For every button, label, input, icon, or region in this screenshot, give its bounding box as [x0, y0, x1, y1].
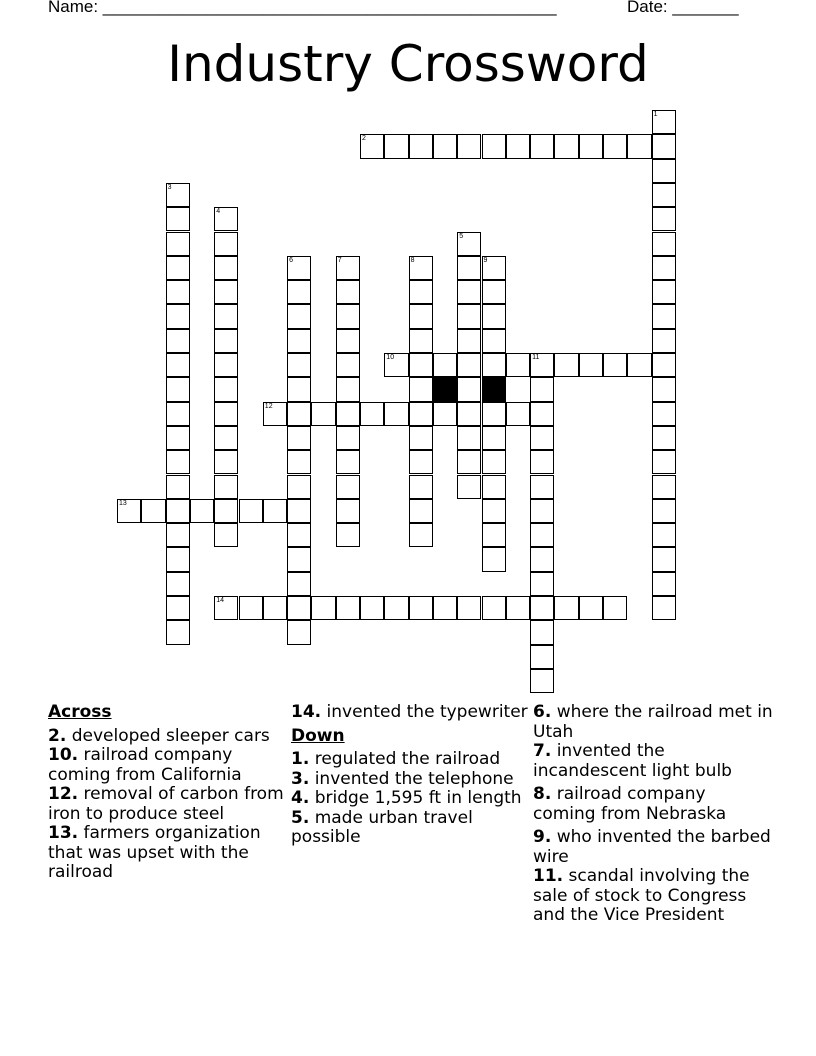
grid-cell[interactable]: [336, 523, 360, 547]
grid-cell[interactable]: [482, 499, 506, 523]
cell-number: 8: [410, 256, 415, 264]
grid-cell[interactable]: [530, 645, 554, 669]
grid-cell[interactable]: [214, 353, 238, 377]
grid-cell[interactable]: [287, 280, 311, 304]
grid-cell[interactable]: [336, 499, 360, 523]
grid-cell[interactable]: [409, 450, 433, 474]
grid-cell[interactable]: [530, 596, 554, 620]
grid-cell[interactable]: [214, 377, 238, 401]
grid-cell[interactable]: [409, 377, 433, 401]
black-cell: [482, 377, 506, 401]
grid-cell[interactable]: [652, 450, 676, 474]
grid-cell[interactable]: [652, 572, 676, 596]
clue-column-1: [48, 703, 288, 883]
grid-cell[interactable]: [482, 329, 506, 353]
grid-cell[interactable]: [214, 499, 238, 523]
clue-across-14: [291, 703, 531, 723]
grid-cell[interactable]: [409, 329, 433, 353]
grid-cell[interactable]: [482, 523, 506, 547]
grid-cell[interactable]: [214, 426, 238, 450]
grid-cell[interactable]: [652, 475, 676, 499]
grid-cell[interactable]: [482, 256, 506, 280]
grid-cell[interactable]: [652, 426, 676, 450]
grid-cell[interactable]: [482, 280, 506, 304]
cell-number: 1: [653, 111, 658, 118]
grid-cell[interactable]: [433, 402, 457, 426]
grid-cell[interactable]: [579, 353, 603, 377]
grid-cell[interactable]: [652, 232, 676, 256]
grid-cell[interactable]: [457, 450, 481, 474]
grid-cell[interactable]: [287, 329, 311, 353]
clue-down-6: [533, 703, 773, 742]
grid-cell[interactable]: [530, 353, 554, 377]
clue-number: 13.: [48, 823, 79, 843]
grid-cell[interactable]: [603, 134, 627, 158]
down-heading: Down: [291, 725, 345, 746]
grid-cell[interactable]: [409, 499, 433, 523]
grid-cell[interactable]: [166, 523, 190, 547]
name-field-label: Name: ________________________________________________: [48, 0, 557, 16]
clue-down-9: [533, 828, 773, 867]
grid-cell[interactable]: [166, 353, 190, 377]
grid-cell[interactable]: [360, 596, 384, 620]
grid-cell[interactable]: [457, 329, 481, 353]
grid-cell[interactable]: [457, 280, 481, 304]
clue-number: 3.: [291, 768, 310, 789]
grid-cell[interactable]: [627, 353, 651, 377]
grid-cell[interactable]: [384, 402, 408, 426]
grid-cell[interactable]: [384, 134, 408, 158]
grid-cell[interactable]: [214, 475, 238, 499]
grid-cell[interactable]: [287, 256, 311, 280]
cell-number: 7: [337, 256, 342, 264]
grid-cell[interactable]: [336, 475, 360, 499]
clue-text: farmers organization that was upset with the railroad: [48, 823, 261, 882]
grid-cell[interactable]: [287, 353, 311, 377]
clue-number: 11.: [533, 866, 564, 886]
clue-across-2: [48, 727, 288, 747]
grid-cell[interactable]: [360, 402, 384, 426]
clue-text: developed sleeper cars: [71, 725, 270, 746]
grid-cell[interactable]: [166, 450, 190, 474]
grid-cell[interactable]: [287, 304, 311, 328]
grid-cell[interactable]: [409, 523, 433, 547]
cell-number: 11: [532, 354, 540, 361]
grid-cell[interactable]: [506, 402, 530, 426]
grid-cell[interactable]: [506, 596, 530, 620]
grid-cell[interactable]: [652, 280, 676, 304]
clue-number: 8.: [533, 784, 552, 804]
grid-cell[interactable]: [457, 353, 481, 377]
grid-cell[interactable]: [384, 596, 408, 620]
clue-down-7: [533, 742, 773, 781]
grid-cell[interactable]: [554, 596, 578, 620]
grid-cell[interactable]: [336, 256, 360, 280]
date-field-label: Date: _______: [627, 0, 739, 16]
grid-cell[interactable]: [166, 280, 190, 304]
grid-cell[interactable]: [554, 353, 578, 377]
grid-cell[interactable]: [311, 596, 335, 620]
clue-text: where the railroad met in Utah: [533, 702, 773, 742]
clue-text: who invented the barbed wire: [533, 827, 771, 867]
grid-cell[interactable]: [579, 134, 603, 158]
grid-cell[interactable]: [482, 450, 506, 474]
clue-text: bridge 1,595 ft in length: [314, 788, 522, 808]
grid-cell[interactable]: [214, 329, 238, 353]
grid-cell[interactable]: [652, 304, 676, 328]
clue-number: 6.: [533, 702, 552, 722]
grid-cell[interactable]: [239, 499, 263, 523]
grid-cell[interactable]: [214, 256, 238, 280]
grid-cell[interactable]: [287, 499, 311, 523]
grid-cell[interactable]: [409, 280, 433, 304]
grid-cell[interactable]: [652, 329, 676, 353]
grid-cell[interactable]: [409, 475, 433, 499]
grid-cell[interactable]: [336, 402, 360, 426]
cell-number: 13: [119, 499, 127, 507]
cell-number: 14: [216, 597, 224, 604]
grid-cell[interactable]: [457, 304, 481, 328]
clue-text: made urban travel possible: [291, 807, 473, 847]
grid-cell[interactable]: [530, 450, 554, 474]
grid-cell[interactable]: [457, 475, 481, 499]
grid-cell[interactable]: [287, 475, 311, 499]
grid-cell[interactable]: [652, 256, 676, 280]
grid-cell[interactable]: [336, 353, 360, 377]
grid-cell[interactable]: [214, 232, 238, 256]
grid-cell[interactable]: [166, 232, 190, 256]
clue-number: 9.: [533, 827, 552, 847]
grid-cell[interactable]: [287, 547, 311, 571]
grid-cell[interactable]: [287, 523, 311, 547]
cell-number: 3: [167, 183, 172, 191]
clue-number: 14.: [291, 702, 322, 722]
grid-cell[interactable]: [554, 134, 578, 158]
grid-cell[interactable]: [457, 256, 481, 280]
grid-cell[interactable]: [652, 523, 676, 547]
grid-cell[interactable]: [652, 159, 676, 183]
grid-cell[interactable]: [166, 620, 190, 644]
grid-cell[interactable]: [409, 304, 433, 328]
page-title: Industry Crossword: [167, 35, 649, 93]
grid-cell[interactable]: [166, 547, 190, 571]
grid-cell[interactable]: [214, 523, 238, 547]
grid-cell[interactable]: [530, 547, 554, 571]
grid-cell[interactable]: [287, 402, 311, 426]
grid-cell[interactable]: [457, 426, 481, 450]
grid-cell[interactable]: [166, 377, 190, 401]
clue-down-11: [533, 867, 773, 926]
grid-cell[interactable]: [409, 596, 433, 620]
clue-column-3: [533, 703, 773, 926]
clue-number: 1.: [291, 749, 310, 769]
grid-cell[interactable]: [287, 596, 311, 620]
clue-text: invented the incandescent light bulb: [533, 741, 732, 781]
grid-cell[interactable]: [652, 353, 676, 377]
grid-cell[interactable]: [530, 377, 554, 401]
grid-cell[interactable]: [433, 596, 457, 620]
grid-cell[interactable]: [530, 134, 554, 158]
grid-cell[interactable]: [166, 572, 190, 596]
grid-cell[interactable]: [652, 207, 676, 231]
grid-cell[interactable]: [311, 402, 335, 426]
grid-cell[interactable]: [263, 499, 287, 523]
grid-cell[interactable]: [457, 402, 481, 426]
clue-across-10: [48, 746, 288, 785]
grid-cell[interactable]: [166, 596, 190, 620]
clue-down-1: [291, 750, 531, 770]
clue-column-2: [291, 703, 531, 848]
grid-cell[interactable]: [166, 426, 190, 450]
grid-cell[interactable]: [652, 596, 676, 620]
grid-cell[interactable]: [409, 256, 433, 280]
grid-cell[interactable]: [263, 596, 287, 620]
grid-cell[interactable]: [336, 426, 360, 450]
grid-cell[interactable]: [457, 596, 481, 620]
grid-cell[interactable]: [482, 304, 506, 328]
grid-cell[interactable]: [409, 426, 433, 450]
grid-cell[interactable]: [652, 134, 676, 158]
grid-cell[interactable]: [141, 499, 165, 523]
grid-cell[interactable]: [482, 134, 506, 158]
grid-cell[interactable]: [482, 353, 506, 377]
grid-cell[interactable]: [336, 596, 360, 620]
clue-down-5: [291, 809, 531, 848]
grid-cell[interactable]: [166, 402, 190, 426]
cell-number: 10: [386, 354, 395, 361]
grid-cell[interactable]: [214, 596, 238, 620]
grid-cell[interactable]: [214, 207, 238, 231]
clue-across-12: [48, 785, 288, 824]
grid-cell[interactable]: [627, 134, 651, 158]
grid-cell[interactable]: [433, 353, 457, 377]
grid-cell[interactable]: [506, 353, 530, 377]
clue-text: railroad company coming from California: [48, 745, 242, 785]
grid-cell[interactable]: [506, 134, 530, 158]
across-heading: Across: [48, 702, 112, 722]
grid-cell[interactable]: [214, 280, 238, 304]
cell-number: 5: [459, 232, 464, 240]
grid-cell[interactable]: [166, 207, 190, 231]
grid-cell[interactable]: [239, 596, 263, 620]
grid-cell[interactable]: [360, 134, 384, 158]
grid-cell[interactable]: [336, 280, 360, 304]
clue-number: 4.: [291, 788, 310, 808]
clue-text: removal of carbon from iron to produce steel: [48, 784, 284, 824]
clue-number: 7.: [533, 741, 552, 761]
clue-down-4: [291, 789, 531, 809]
grid-cell[interactable]: [214, 402, 238, 426]
grid-cell[interactable]: [530, 426, 554, 450]
grid-cell[interactable]: [530, 523, 554, 547]
grid-cell[interactable]: [579, 596, 603, 620]
grid-cell[interactable]: [214, 304, 238, 328]
black-cell: [433, 377, 457, 401]
grid-cell[interactable]: [336, 377, 360, 401]
grid-cell[interactable]: [166, 329, 190, 353]
grid-cell[interactable]: [482, 547, 506, 571]
grid-cell[interactable]: [652, 183, 676, 207]
clue-number: 2.: [48, 725, 67, 746]
cell-number: 9: [483, 256, 488, 264]
grid-cell[interactable]: [457, 377, 481, 401]
grid-cell[interactable]: [166, 475, 190, 499]
grid-cell[interactable]: [482, 475, 506, 499]
grid-cell[interactable]: [530, 669, 554, 693]
grid-cell[interactable]: [409, 402, 433, 426]
clue-text: scandal involving the sale of stock to Congress and the Vice President: [533, 866, 750, 925]
grid-cell[interactable]: [287, 450, 311, 474]
grid-cell[interactable]: [166, 183, 190, 207]
clue-number: 12.: [48, 784, 79, 804]
cell-number: 4: [216, 208, 221, 216]
grid-cell[interactable]: [652, 377, 676, 401]
grid-cell[interactable]: [530, 475, 554, 499]
grid-cell[interactable]: [190, 499, 214, 523]
grid-cell[interactable]: [433, 134, 457, 158]
clue-text: regulated the railroad: [314, 749, 501, 769]
grid-cell[interactable]: [652, 402, 676, 426]
grid-cell[interactable]: [263, 402, 287, 426]
clue-across-13: [48, 824, 288, 883]
grid-cell[interactable]: [287, 620, 311, 644]
grid-cell[interactable]: [287, 377, 311, 401]
grid-cell[interactable]: [287, 572, 311, 596]
clue-text: railroad company coming from Nebraska: [533, 784, 727, 824]
grid-cell[interactable]: [117, 499, 141, 523]
grid-cell[interactable]: [409, 353, 433, 377]
clue-down-3: [291, 770, 531, 790]
clue-down-8: [533, 785, 773, 824]
clue-text: invented the telephone: [314, 768, 514, 789]
cell-number: 6: [289, 256, 293, 264]
cell-number: 12: [264, 402, 273, 410]
grid-cell[interactable]: [214, 450, 238, 474]
grid-cell[interactable]: [530, 402, 554, 426]
grid-cell[interactable]: [482, 596, 506, 620]
cell-number: 2: [362, 135, 366, 143]
clue-number: 10.: [48, 745, 79, 765]
grid-cell[interactable]: [384, 353, 408, 377]
grid-cell[interactable]: [166, 499, 190, 523]
grid-cell[interactable]: [652, 499, 676, 523]
grid-cell[interactable]: [530, 572, 554, 596]
grid-cell[interactable]: [336, 450, 360, 474]
grid-cell[interactable]: [457, 232, 481, 256]
grid-cell[interactable]: [457, 134, 481, 158]
grid-cell[interactable]: [652, 547, 676, 571]
grid-cell[interactable]: [336, 304, 360, 328]
grid-cell[interactable]: [166, 256, 190, 280]
grid-cell[interactable]: [603, 596, 627, 620]
grid-cell[interactable]: [287, 426, 311, 450]
grid-cell[interactable]: [336, 329, 360, 353]
grid-cell[interactable]: [409, 134, 433, 158]
grid-cell[interactable]: [652, 110, 676, 134]
grid-cell[interactable]: [482, 402, 506, 426]
grid-cell[interactable]: [603, 353, 627, 377]
grid-cell[interactable]: [482, 426, 506, 450]
grid-cell[interactable]: [530, 620, 554, 644]
grid-cell[interactable]: [166, 304, 190, 328]
clue-text: invented the typewriter: [326, 702, 528, 722]
clue-number: 5.: [291, 807, 310, 828]
grid-cell[interactable]: [530, 499, 554, 523]
